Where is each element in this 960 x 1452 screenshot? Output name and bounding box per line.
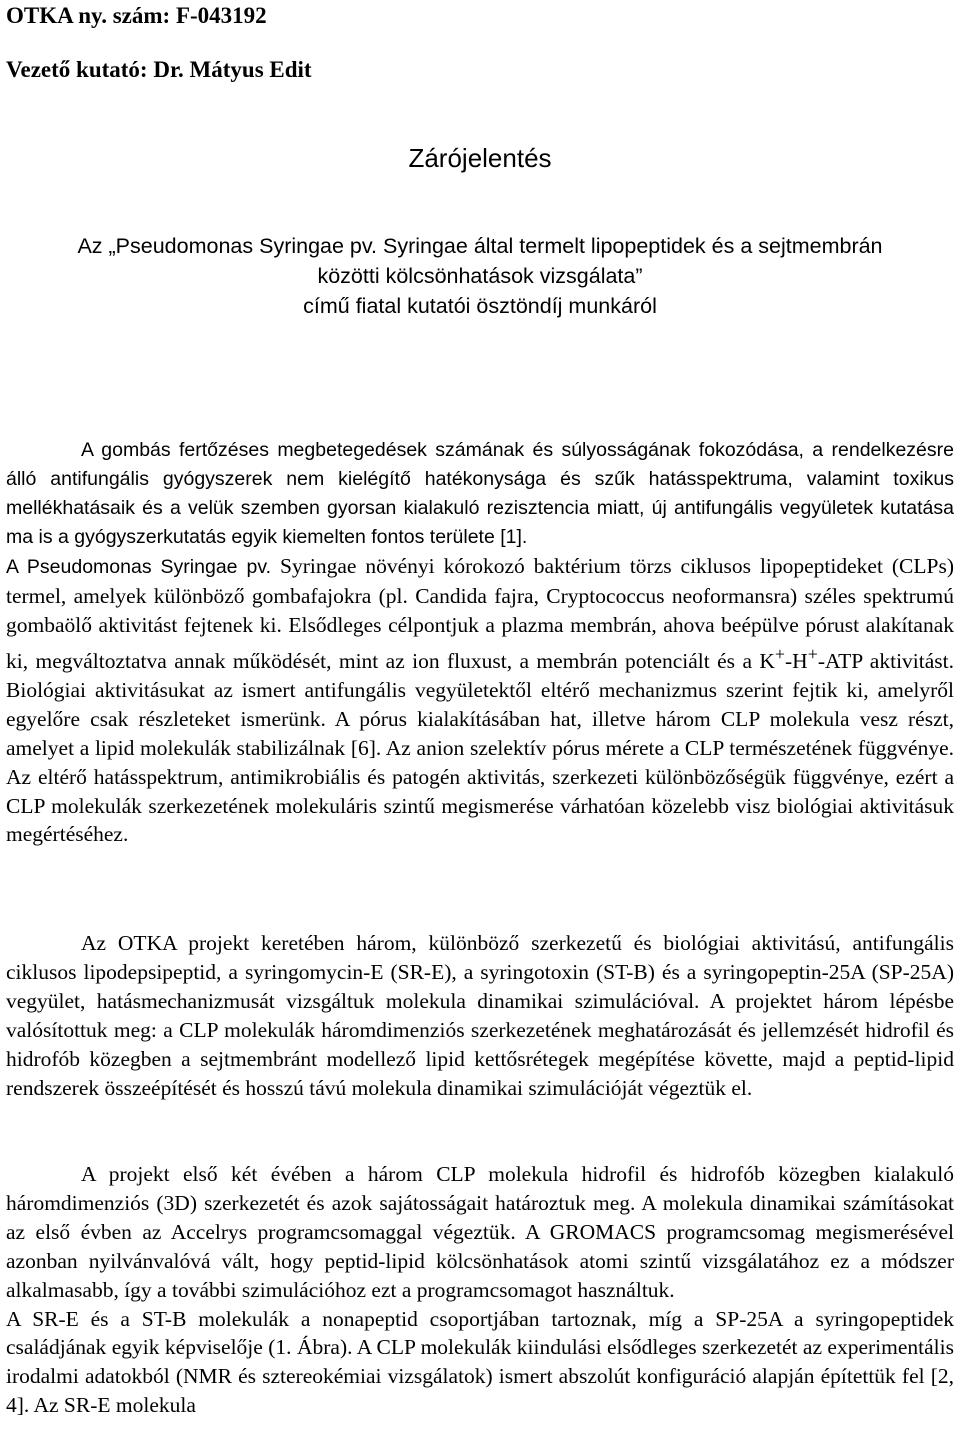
- paragraph-structures: A SR-E és a ST-B molekulák a nonapeptid csoportjában tartoznak, míg a SP-25A a syringopeptidek családjának egyik képviselője (1. Ábra). A CLP molekulák kiindulási elsődleges szerkezetét az experimentális irodalmi adatokból (NMR és sztereokémiai vizsgálatok) ismert abszolút konfiguráció alapján építettük fel [2, 4]. Az SR-E molekula: [6, 1306, 954, 1418]
- report-title: Zárójelentés: [408, 143, 552, 173]
- subtitle-line-3: című fiatal kutatói ösztöndíj munkáról: [303, 294, 657, 318]
- paragraph-first-years: A projekt első két évében a három CLP molekula hidrofil és hidrofób közegben kialakuló háromdimenziós (3D) szerkezetét és azok sajátosságait határoztuk meg. A molekula dinamikai számításokat az első évben az Accelrys programcsomaggal végeztük. A GROMACS programcsomag megismerésével azonban nyilvánvalóvá vált, hogy peptid-lipid kölcsönhatások atomi szintű vizsgálatához ez a módszer alkalmasabb, így a további szimulációhoz ezt a programcsomagot használtuk.: [6, 1162, 954, 1302]
- paragraph-intro: A gombás fertőzéses megbetegedések számának és súlyosságának fokozódása, a rendelkezésre álló antifungális gyógyszerek nem kielégítő hatékonysága és szűk hatásspektruma, valamint toxikus mellékhatásaik és a velük szemben gyorsan kialakuló rezisztencia miatt, új antifungális vegyületek kutatása ma is a gyógyszerkutatás egyik kiemelten fontos területe [1].: [6, 439, 954, 548]
- grant-number: OTKA ny. szám: F-043192: [6, 3, 267, 28]
- paragraph-otka-project: Az OTKA projekt keretében három, különböző szerkezetű és biológiai aktivitású, antifungális ciklusos lipodepsipeptid, a syringomycin-E (SR-E), a syringotoxin (ST-B) és a syringopeptin-25A (SP-25A) vegyület, hatásmechanizmusát vizsgáltuk molekula dinamikai szimulációval. A projektet három lépésbe valósítottuk meg: a CLP molekulák háromdimenziós szerkezetének meghatározását és jellemzését hidrofil és hidrofób közegben a sejtmembránt modellező lipid kettősrétegek megépítése követte, majd a peptid-lipid rendszerek összeépítését és hosszú távú molekula dinamikai szimulációját végeztük el.: [6, 931, 954, 1100]
- subtitle-line-1: Az „Pseudomonas Syringae pv. Syringae által termelt lipopeptidek és a sejtmembrán: [77, 234, 883, 258]
- lead-researcher: Vezető kutató: Dr. Mátyus Edit: [6, 57, 312, 82]
- body-text: [6, 436, 954, 849]
- paragraph-lead: A Pseudomonas Syringae pv.: [6, 556, 281, 578]
- subtitle-line-2: közötti kölcsönhatások vizsgálata”: [317, 264, 643, 288]
- paragraph-pseudomonas: A Pseudomonas Syringae pv. Syringae növényi kórokozó baktérium törzs ciklusos lipopeptideket (CLPs) termel, amelyek különböző gombafajokra (pl. Candida fajra, Cryptococcus neoformansra) széles spektrumú gombaölő aktivitást fejtenek ki. Elsődleges célpontjuk a plazma membrán, ahova beépülve pórust alakítanak ki, megváltoztatva annak működését, mint az ion fluxust, a membrán potenciált és a K+-H+-ATP aktivitást. Biológiai aktivitásukat az ismert antifungális vegyületektől eltérő mechanizmus szerint fejtik ki, amelyről egyelőre csak részleteket ismerünk. A pórus kialakításában hat, illetve három CLP molekula vesz részt, amelyet a lipid molekulák stabilizálnak [6]. Az anion szelektív pórus mérete a CLP természetének függvénye. Az eltérő hatásspektrum, antimikrobiális és patogén aktivitás, szerkezeti különbözőségük függvénye, ezért a CLP molekulák szerkezetének molekuláris szintű megismerése várhatóan közelebb visz biológiai aktivitásuk megértéséhez.: [6, 554, 954, 847]
- body-text-lower: [6, 1160, 954, 1420]
